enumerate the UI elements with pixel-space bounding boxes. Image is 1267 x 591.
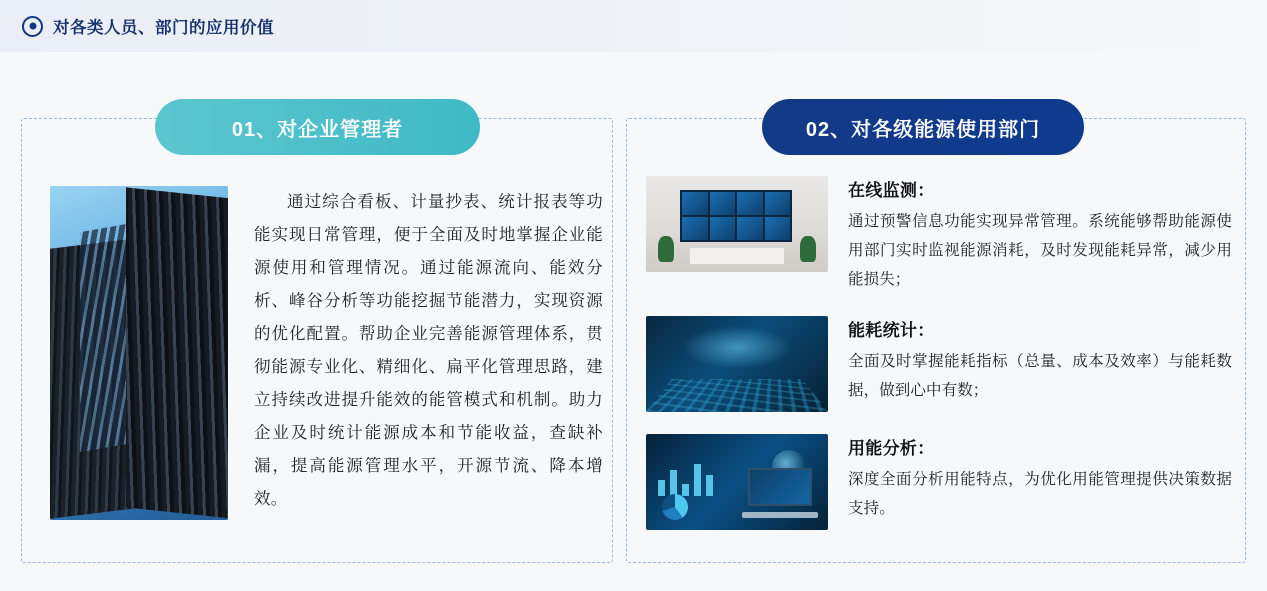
building-photo — [50, 186, 228, 520]
feature-title: 在线监测： — [848, 181, 935, 200]
enterprise-managers-paragraph: 通过综合看板、计量抄表、统计报表等功能实现日常管理，便于全面及时地掌握企业能源使用和管理情况。通过能源流向、能效分析、峰谷分析等功能挖掘节能潜力，实现资源的优化配置。帮助企业完善能源管理体系，贯彻能源专业化、精细化、扁平化管理思路，建立持续改进提升能效的能管模式和机制。助力企业及时统计能源成本和节能收益，查缺补漏，提高能源管理水平，开源节流、降本增效。 — [254, 193, 603, 508]
laptop-base — [742, 512, 818, 518]
feature-item-energy-analysis — [646, 434, 1232, 530]
feature-item-energy-statistics — [646, 316, 1232, 412]
plant-right-icon — [800, 236, 816, 262]
feature-description: 深度全面分析用能特点，为优化用能管理提供决策数据支持。 — [848, 471, 1232, 517]
feature-description: 全面及时掌握能耗指标（总量、成本及效率）与能耗数据，做到心中有数； — [848, 353, 1232, 399]
target-circle-icon — [22, 16, 43, 37]
glow-effect — [682, 326, 791, 369]
video-wall-icon — [680, 190, 792, 242]
feature-title: 能耗统计： — [848, 321, 935, 340]
feature-text-block — [848, 434, 1232, 530]
feature-text-block — [848, 316, 1232, 412]
right-panel-body — [626, 176, 1246, 552]
badge-energy-departments: 02、对各级能源使用部门 — [762, 99, 1084, 155]
badge-enterprise-managers: 01、对企业管理者 — [155, 99, 480, 155]
photo-tower-right — [126, 187, 228, 520]
feature-text-block — [848, 176, 1232, 294]
keyboard-icon — [646, 379, 828, 412]
bar-chart-icon — [658, 456, 713, 496]
control-room-thumb — [646, 176, 828, 272]
desk-shape — [690, 246, 784, 264]
feature-item-online-monitoring — [646, 176, 1232, 294]
laptop-screen — [748, 468, 812, 506]
page-header — [0, 0, 1267, 52]
feature-description: 通过预警信息功能实现异常管理。系统能够帮助能源使用部门实时监视能源消耗，及时发现能耗异常，减少用能损失； — [848, 213, 1232, 288]
laptop-icon — [742, 468, 818, 520]
data-keyboard-thumb — [646, 316, 828, 412]
feature-title: 用能分析： — [848, 439, 935, 458]
page-title: 对各类人员、部门的应用价值 — [53, 19, 274, 37]
left-panel-body — [21, 186, 613, 546]
pie-chart-icon — [662, 494, 688, 520]
plant-left-icon — [658, 236, 674, 262]
analytics-dashboard-thumb — [646, 434, 828, 530]
